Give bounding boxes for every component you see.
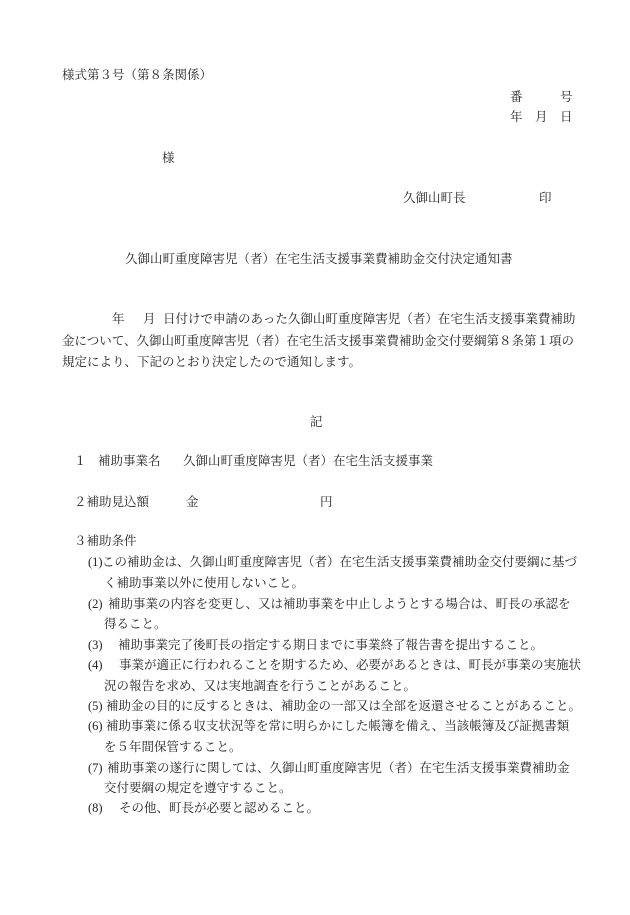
condition-6-line-2: を５年間保管すること。	[104, 740, 242, 754]
body-line-3: 規定により、下記のとおり決定したので通知します。	[62, 355, 362, 369]
condition-6-line-1: 補助事業に係る収支状況等を常に明らかにした帳簿を備え、当該帳簿及び証拠書類	[106, 719, 570, 733]
addressee-suffix: 様	[162, 151, 175, 165]
section1-value: 久御山町重度障害児（者）在宅生活支援事業	[183, 454, 434, 468]
section1-label: 補助事業名	[98, 454, 161, 468]
document-number-label: 番 号	[510, 90, 573, 104]
body-year: 年	[112, 312, 125, 326]
condition-7-label: (7)	[88, 761, 103, 775]
ki-heading: 記	[310, 415, 323, 429]
condition-1-line-1: この補助金は、久御山町重度障害児（者）在宅生活支援事業費補助金交付要綱に基づ	[102, 555, 578, 569]
condition-3-line-1: 補助事業完了後町長の指定する期日までに事業終了報告書を提出すること。	[118, 638, 544, 652]
condition-5-line-1: 補助金の目的に反するときは、補助金の一部又は全部を返還させることがあること。	[106, 699, 582, 713]
condition-8-label: (8)	[88, 801, 103, 815]
condition-1-line-2: く補助事業以外に使用しないこと。	[104, 576, 305, 590]
condition-7-line-1: 補助事業の遂行に関しては、久御山町重度障害児（者）在宅生活支援事業費補助金	[107, 761, 570, 775]
condition-2-line-1: 補助事業の内容を変更し、又は補助事業を中止しようとする場合は、町長の承認を	[108, 597, 571, 611]
section3-number: ３	[74, 534, 87, 548]
condition-2-line-2: 得ること。	[104, 617, 167, 631]
condition-4-label: (4)	[88, 658, 103, 672]
condition-4-line-1: 事業が適正に行われることを期するため、必要があるときは、町長が事業の実施状	[119, 658, 582, 672]
condition-7-line-2: 交付要綱の規定を遵守すること。	[104, 781, 292, 795]
condition-4-line-2: 況の報告を求め、又は実地調査を行うことがあること。	[104, 679, 417, 693]
body-line-1: 日付けで申請のあった久御山町重度障害児（者）在宅生活支援事業費補助	[163, 312, 576, 326]
condition-1-label: (1)	[88, 555, 103, 569]
section3-label: 補助条件	[86, 534, 137, 548]
document-title: 久御山町重度障害児（者）在宅生活支援事業費補助金交付決定通知書	[125, 252, 513, 266]
sender-name: 久御山町長	[403, 191, 466, 205]
section2-number: ２	[74, 495, 87, 509]
section2-label: 補助見込額	[86, 495, 150, 509]
body-month: 月	[143, 312, 156, 326]
body-line-2: 金について、久御山町重度障害児（者）在宅生活支援事業費補助金交付要綱第８条第１項の	[62, 334, 575, 348]
section2-amount-suffix: 円	[320, 495, 333, 509]
condition-5-label: (5)	[88, 699, 103, 713]
form-number: 様式第３号（第８条関係）	[62, 68, 213, 82]
condition-8-line-1: その他、町長が必要と認めること。	[119, 801, 320, 815]
section2-heading	[74, 495, 149, 509]
condition-6-label: (6)	[88, 719, 103, 733]
section3-heading	[74, 534, 137, 548]
condition-2-label: (2)	[88, 597, 103, 611]
condition-3-label: (3)	[88, 638, 103, 652]
section2-amount-prefix: 金	[186, 495, 199, 509]
date-label: 年 月 日	[510, 110, 573, 124]
seal-mark: 印	[539, 191, 552, 205]
section1-number: １	[74, 454, 87, 468]
